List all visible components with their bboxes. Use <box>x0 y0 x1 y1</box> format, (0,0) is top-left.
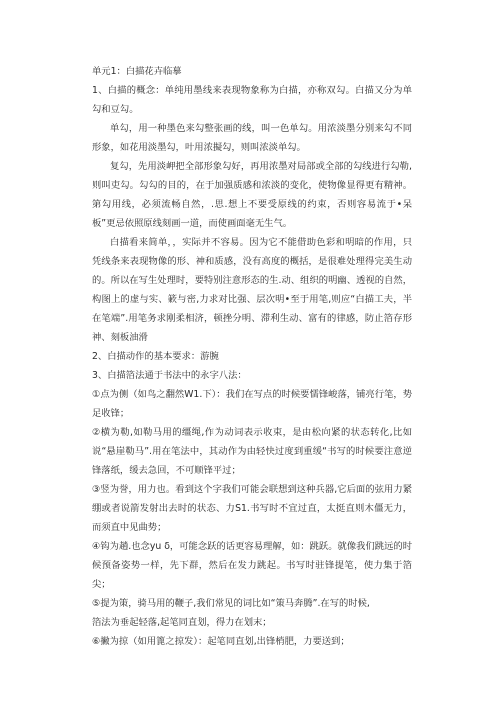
paragraph-eight-strokes: 3、白描箔法通于书法中的永字八法： <box>92 370 247 381</box>
paragraph-difficulty: 白描看来简单，，实际并不容易。因为它不能借助色彩和明暗的作用，只凭线条来表现物像的形、神和质感，没有高度的概括，是很难处理得完美生动的。所以在写生处理时，要特别注意形态的生.动、组织的明幽、透视的自然，构图上的虚与实、簌与密,力求对比强、层次明•至于用笔,则应“白描工夫，半在笔端”.用笔务求刚柔相济，顿挫分明、滞利生动、富有的律感，防止箔存形神、刻板油滑 <box>92 237 412 343</box>
paragraph-single-outline: 单勾，用一种墨色来勾整张画的线，叫一色单勾。用浓淡墨分别来勾不同形象，如花用淡墨勾，叶用浓擬勾，则叫浓淡单勾。 <box>92 123 412 153</box>
paragraph-stroke-dot: ①点为侧（如鸟之翻然W1.下）：我们在写点的时候要懦锋峻落，铺亮行笔，势足收锋； <box>92 389 412 419</box>
paragraph-stroke-lift: ⑤提为策，骑马用的鞭子,我们常见的词比如“策马奔腾”.在写的时候, <box>92 598 370 609</box>
unit-heading: 单元1：白描花卉临摹 <box>92 66 182 77</box>
document-body <box>92 62 412 651</box>
paragraph-stroke-vertical: ③竖为誉，用力也。看到这个字我们可能会联想到这种兵器,它后面的弦用力紧绷或者说箭发射出去时的状态、力S1.书写时不宜过直，太挺直则木僵无力，而须直中见曲势； <box>92 484 412 533</box>
paragraph-stroke-lift-method: 箔法为垂起轻落,起笔同直划，得力在划末； <box>92 617 272 628</box>
paragraph-stroke-horizontal: ②横为勒,如勒马用的缰绳,作为动词表示收束，是由松向紧的状态转化,比如说“悬崖勒马”.用在笔法中，其动作为由轻快过度到重缓“书写的时候要注意逆锋落纸，缓去急回，不可顺锋平过； <box>92 427 412 476</box>
paragraph-stroke-sweep: ⑥撇为掠（如用篦之掠发）：起笔同直划,出锋梢肥，力要送到； <box>92 636 350 647</box>
paragraph-double-outline: 复勾，先用淡岬把全部形象勾好，再用浓墨对局部或全部的勾线进行勾勒,则叫吏勾。勾勾的目的，在于加强质感和浓淡的变化，使物像显得更有精神。第勾用线，必须流畅自然，.思.想上不要受原线的约束，否则容易流于•呆板”更忌依照原线刻画一道，而使画面毫无生气。 <box>92 161 412 229</box>
paragraph-stroke-hook: ④钩为趟.也念yu δ，可能念跃的话更容易理解，如：跳跃。就像我们跳远的时候预备姿势一样，先下群，然后在发力跳起。书写时驻锋提笔，使力集于箔尖； <box>92 541 412 590</box>
paragraph-concept: 1、白描的概念：单纯用墨线来表现物象称为白描，亦称双勾。白描又分为单勾和豆勾。 <box>92 85 412 115</box>
paragraph-basic-requirement: 2、白描动作的基本要求：游腕 <box>92 351 219 362</box>
